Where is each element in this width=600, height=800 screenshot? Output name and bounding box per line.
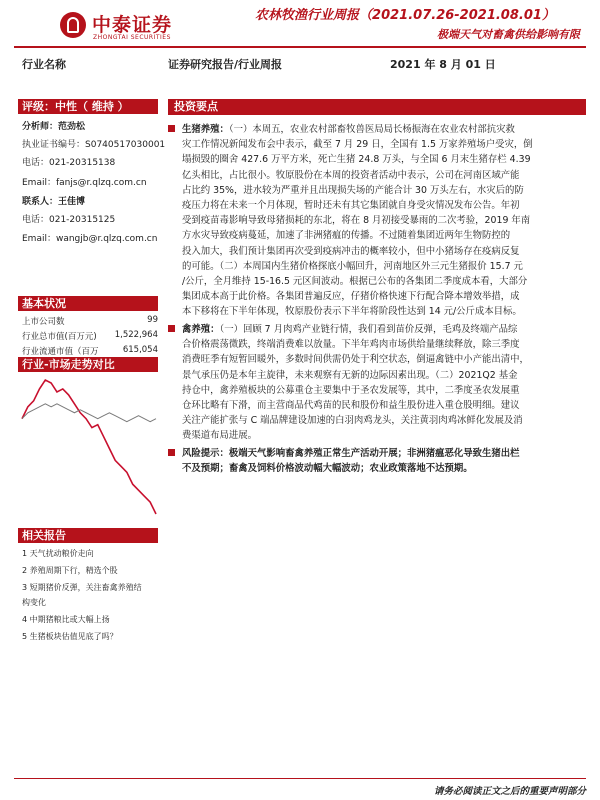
bullet-square-icon [168, 322, 182, 337]
related-reports-bar: 相关报告 [18, 528, 158, 543]
paragraph-text-line: 受到疫苗毒影响导致母猪损耗的东北，将在 8 月初接受暴雨的二次考验，2019 年南 [182, 215, 531, 227]
header-divider [14, 46, 586, 48]
contact-name: 王佳博 [58, 197, 86, 207]
logo-english-text: ZHONGTAI SECURITIES [93, 34, 171, 41]
analyst-line [22, 119, 85, 132]
footer-divider [14, 778, 586, 779]
contact-phone: 电话：021-20315125 [22, 215, 116, 225]
risk-lead: 风险提示： [182, 448, 229, 459]
paragraph-text-line: /公斤，全月维持 15-16.5 元区间波动。根据已公布的各集团二季度成本看，大部分 [182, 276, 528, 288]
paragraph-text-line: 集团成本高于此价格。各集团普遍反应，仔猪价格快速下行配合降本增效举措，成 [182, 291, 520, 303]
license-number: 执业证书编号：S0740517030001 [22, 140, 166, 150]
bullet-square-icon [168, 122, 182, 137]
logo-text: 中泰证券 [92, 14, 173, 36]
industry-label: 行业名称 [22, 58, 66, 71]
pig-farming-paragraph [168, 122, 586, 320]
paragraph-text-line: 塌损毁的圈舍 427.6 万平方米，死亡生猪 24.8 万头，与全国 6 月末生猪存栏 4.39 [182, 154, 531, 166]
poultry-paragraph [168, 322, 586, 444]
paragraph-text-line: 持仓中，禽养殖板块的公募重仓主要集中于圣农发展等，其中，二季度圣农发展重 [182, 384, 520, 396]
report-date: 2021 年 8 月 01 日 [390, 58, 496, 71]
related-report-item-cont[interactable]: 构变化 [22, 598, 46, 607]
stat-row [22, 315, 158, 327]
paragraph-text-line: 本下移将在下半年体现，牧原股份表示下半年将阶段性达到 14 元/公斤成本目标。 [182, 306, 522, 318]
rating-bar: 评级：中性（ 维持 ） [18, 99, 158, 114]
contact-email[interactable]: Email：wangjb@r.qlzq.com.cn [22, 234, 158, 244]
paragraph-text-line: （一）本周五，农业农村部畜牧兽医局局长杨振海在农业农村部抗灾救 [228, 124, 515, 135]
analyst-email[interactable]: Email：fanjs@r.qlzq.com.cn [22, 178, 147, 188]
report-subtitle: 极端天气对畜禽供给影响有限 [437, 28, 580, 41]
paragraph-text-line: 不及预期；畜禽及饲料价格波动幅大幅波动；农业政策落地不达预期。 [182, 463, 473, 475]
report-type: 证券研究报告/行业周报 [168, 58, 283, 71]
paragraph-text-line: 关注产能扩张与 C 端品牌建设加速的白羽肉鸡龙头，关注黄羽肉鸡冰鲜化发展及消 [182, 415, 523, 427]
related-report-item[interactable]: 2 养殖周期下行，精选个股 [22, 566, 118, 575]
paragraph-text-line: 仓环比略有下滑，而主营商品代鸡苗的民和股份和益生股份进入重仓股明细。建议 [182, 400, 520, 412]
stat-value: 1,522,964 [114, 330, 158, 340]
stat-label: 行业总市值(百万元) [22, 332, 97, 342]
paragraph-text-line: 景气承压仍是本年主旋律，未来观察有无新的边际因素出现。（二）2021Q2 基金 [182, 369, 518, 381]
paragraph-text-line: 极端天气影响畜禽养殖正常生产活动开展；非洲猪瘟恶化导致生猪出栏 [228, 448, 520, 459]
chart-series-line-1 [22, 380, 156, 514]
paragraph-text-line: 合价格震荡微跌，终端消费难以放量。下半年鸡肉市场供给量继续释放，除三季度 [182, 339, 520, 351]
paragraph-text-line: 消费旺季有短暂回暖外，多数时间供需仍处于利空状态，倒逼禽链中小产能出清中， [182, 354, 529, 366]
paragraph-text-line: 疫压力将在未来一个月体现，暂时还未有其它集团就自身受灾情况发布公告。年初 [182, 200, 520, 212]
risk-paragraph [168, 446, 586, 476]
stat-value: 99 [147, 315, 158, 325]
analyst-name: 范劲松 [58, 122, 86, 132]
pig-farming-lead: 生猪养殖： [182, 124, 229, 135]
report-title: 农林牧渔行业周报（2021.07.26-2021.08.01） [255, 8, 555, 23]
stat-row [22, 345, 158, 357]
paragraph-text-line: 方水灾导致疫病蔓延，加速了非洲猪瘟的传播。不过随着集团近两年生物防控的 [182, 230, 511, 242]
bullet-square-icon [168, 446, 182, 461]
related-report-item[interactable]: 5 生猪板块估值见底了吗？ [22, 632, 118, 641]
logo-mark-icon [60, 12, 86, 38]
stat-value: 615,054 [122, 345, 158, 355]
paragraph-text-line: 亿头相比，占比很小。牧原股份在本周的投资者活动中表示，公司在河南区域产能 [182, 169, 520, 181]
footer-disclaimer: 请务必阅读正文之后的重要声明部分 [433, 786, 586, 797]
analyst-phone: 电话：021-20315138 [22, 158, 116, 168]
analyst-label: 分析师： [22, 122, 59, 132]
related-report-item[interactable]: 3 短期猪价反弹，关注畜禽养殖结 [22, 583, 142, 592]
related-report-item[interactable]: 1 天气扰动粮价走向 [22, 549, 94, 558]
contact-line [22, 194, 85, 207]
contact-label: 联系人： [22, 197, 59, 207]
paragraph-text-line: 占比约 35%，进水较为严重并且出现损失场的产能合计 30 万头左右，水灾后的防 [182, 184, 524, 196]
paragraph-text-line: 费渠道布局进展。 [182, 430, 258, 442]
paragraph-text-line: 投入加大，我们预计集团再次受到疫病冲击的概率较小，但中小猪场存在疫病反复 [182, 245, 520, 257]
paragraph-text-line: 的可能。（二）本周国内生猪价格探底小幅回升，河南地区外三元生猪报价 15.7 元 [182, 260, 523, 272]
trend-chart-bar: 行业-市场走势对比 [18, 357, 158, 372]
company-logo [60, 8, 210, 48]
related-report-item[interactable]: 4 中期猪粮比或大幅上扬 [22, 615, 110, 624]
basic-info-bar: 基本状况 [18, 296, 158, 311]
stat-label: 行业流通市值（百万 [22, 347, 99, 357]
poultry-lead: 禽养殖： [182, 324, 220, 335]
stat-label: 上市公司数 [22, 317, 65, 327]
investment-highlights-bar: 投资要点 [168, 99, 586, 115]
market-trend-chart [18, 376, 160, 518]
stat-row [22, 330, 158, 342]
paragraph-text-line: （一）回顾 7 月肉鸡产业链行情，我们看到苗价反弹，毛鸡及终端产品综 [219, 324, 518, 335]
chart-series-line-2 [22, 404, 156, 422]
paragraph-text-line: 灾工作情况新闻发布会中表示，截至 7 月 29 日，全国有 1.5 万家养殖场户受灾，倒 [182, 139, 533, 151]
